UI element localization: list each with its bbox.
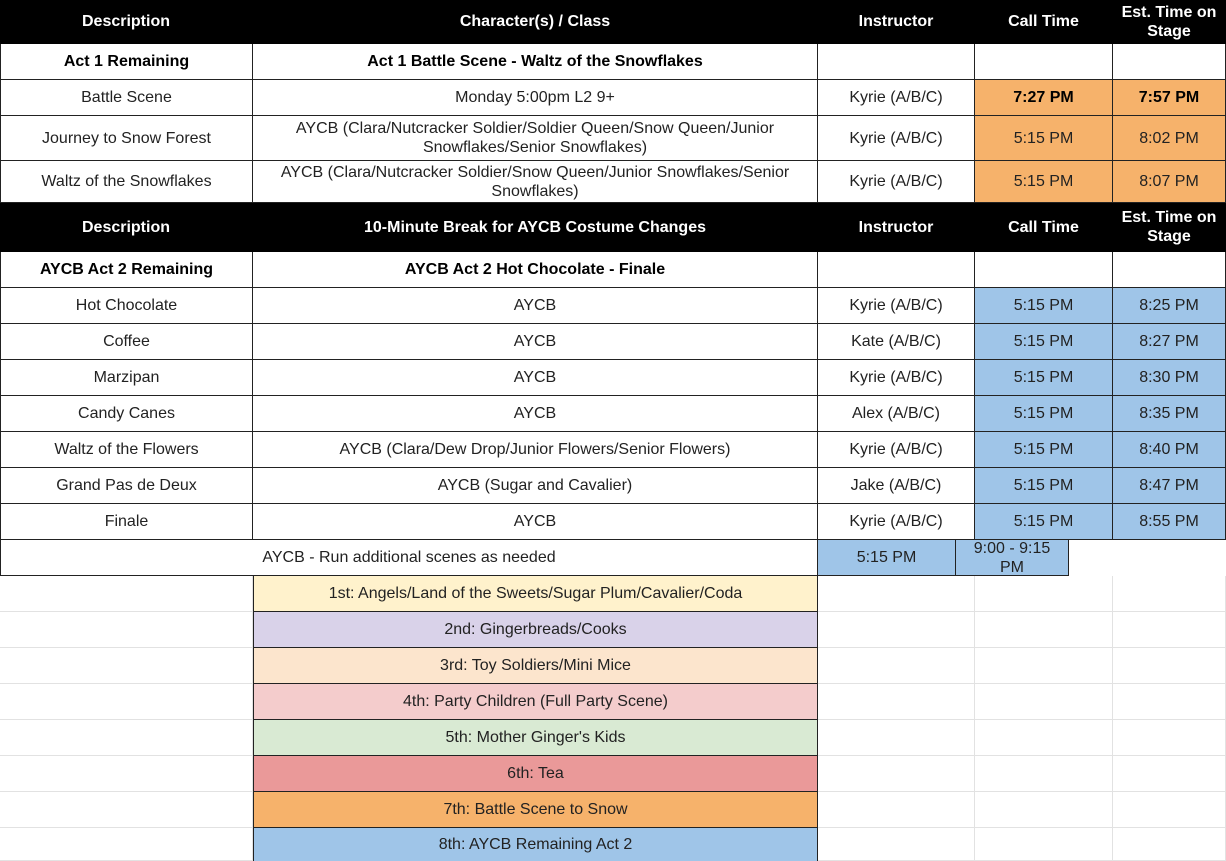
characters-cell[interactable]: AYCB: [253, 504, 818, 540]
instructor-cell[interactable]: Kyrie (A/B/C): [818, 80, 975, 116]
empty-cell[interactable]: [818, 44, 975, 80]
legend-row: [0, 792, 1226, 828]
description-cell[interactable]: Candy Canes: [0, 396, 253, 432]
est-time-cell[interactable]: 8:40 PM: [1113, 432, 1226, 468]
legend-item[interactable]: 3rd: Toy Soldiers/Mini Mice: [253, 648, 818, 684]
empty-cell[interactable]: [975, 684, 1113, 720]
header-instructor[interactable]: Instructor: [818, 0, 975, 44]
description-cell[interactable]: Hot Chocolate: [0, 288, 253, 324]
empty-cell[interactable]: [1113, 44, 1226, 80]
empty-cell[interactable]: [818, 648, 975, 684]
instructor-cell[interactable]: Kate (A/B/C): [818, 324, 975, 360]
call-time-cell[interactable]: 5:15 PM: [975, 161, 1113, 203]
description-cell[interactable]: Waltz of the Flowers: [0, 432, 253, 468]
empty-cell[interactable]: [0, 720, 253, 756]
additional-scenes-cell[interactable]: AYCB - Run additional scenes as needed: [0, 540, 818, 576]
legend-row: [0, 684, 1226, 720]
est-time-cell[interactable]: 7:57 PM: [1113, 80, 1226, 116]
empty-cell[interactable]: [975, 648, 1113, 684]
call-time-cell[interactable]: 5:15 PM: [975, 432, 1113, 468]
section-title[interactable]: Act 1 Battle Scene - Waltz of the Snowflakes: [253, 44, 818, 80]
empty-cell[interactable]: [0, 684, 253, 720]
legend-item[interactable]: 7th: Battle Scene to Snow: [253, 792, 818, 828]
table-row: [0, 161, 1226, 203]
description-cell[interactable]: Grand Pas de Deux: [0, 468, 253, 504]
table-row: [0, 468, 1226, 504]
instructor-cell[interactable]: Alex (A/B/C): [818, 396, 975, 432]
call-time-cell[interactable]: 7:27 PM: [975, 80, 1113, 116]
header-description[interactable]: Description: [0, 203, 253, 252]
est-time-cell[interactable]: 8:35 PM: [1113, 396, 1226, 432]
table-row: [0, 396, 1226, 432]
header-row: [0, 0, 1226, 44]
characters-cell[interactable]: AYCB: [253, 396, 818, 432]
characters-cell[interactable]: AYCB (Clara/Nutcracker Soldier/Soldier Queen/Snow Queen/Junior Snowflakes/Senior Snowflakes): [253, 116, 818, 161]
empty-cell[interactable]: [1113, 720, 1226, 756]
header-break[interactable]: 10-Minute Break for AYCB Costume Changes: [253, 203, 818, 252]
call-time-cell[interactable]: 5:15 PM: [975, 324, 1113, 360]
empty-cell[interactable]: [975, 792, 1113, 828]
instructor-cell[interactable]: Kyrie (A/B/C): [818, 161, 975, 203]
additional-scenes-row: [0, 540, 1226, 576]
empty-cell[interactable]: [818, 720, 975, 756]
est-time-cell[interactable]: 8:25 PM: [1113, 288, 1226, 324]
empty-cell[interactable]: [1113, 576, 1226, 612]
description-cell[interactable]: Waltz of the Snowflakes: [0, 161, 253, 203]
table-row: [0, 504, 1226, 540]
characters-cell[interactable]: AYCB (Clara/Nutcracker Soldier/Snow Queen/Junior Snowflakes/Senior Snowflakes): [253, 161, 818, 203]
legend-item[interactable]: 8th: AYCB Remaining Act 2: [253, 828, 818, 861]
characters-cell[interactable]: AYCB: [253, 288, 818, 324]
header-call-time[interactable]: Call Time: [975, 203, 1113, 252]
empty-cell[interactable]: [0, 648, 253, 684]
empty-cell[interactable]: [818, 576, 975, 612]
section-title[interactable]: AYCB Act 2 Hot Chocolate - Finale: [253, 252, 818, 288]
legend-item[interactable]: 1st: Angels/Land of the Sweets/Sugar Plum/Cavalier/Coda: [253, 576, 818, 612]
empty-cell[interactable]: [975, 756, 1113, 792]
call-time-cell[interactable]: 5:15 PM: [975, 288, 1113, 324]
empty-cell[interactable]: [975, 576, 1113, 612]
empty-cell[interactable]: [975, 828, 1113, 861]
description-cell[interactable]: Journey to Snow Forest: [0, 116, 253, 161]
legend-row: [0, 648, 1226, 684]
empty-cell[interactable]: [1113, 612, 1226, 648]
empty-cell[interactable]: [818, 828, 975, 861]
description-cell[interactable]: Battle Scene: [0, 80, 253, 116]
instructor-cell[interactable]: Kyrie (A/B/C): [818, 116, 975, 161]
header-est-time[interactable]: Est. Time on Stage: [1113, 0, 1226, 44]
empty-cell[interactable]: [1113, 684, 1226, 720]
empty-cell[interactable]: [975, 612, 1113, 648]
characters-cell[interactable]: AYCB: [253, 360, 818, 396]
empty-cell[interactable]: [0, 576, 253, 612]
characters-cell[interactable]: AYCB: [253, 324, 818, 360]
section-row-act1: [0, 44, 1226, 80]
call-time-cell[interactable]: 5:15 PM: [975, 396, 1113, 432]
description-cell[interactable]: Finale: [0, 504, 253, 540]
table-row: [0, 324, 1226, 360]
table-row: [0, 80, 1226, 116]
empty-cell[interactable]: [975, 252, 1113, 288]
table-row: [0, 432, 1226, 468]
section-label[interactable]: Act 1 Remaining: [0, 44, 253, 80]
est-time-cell[interactable]: 9:00 - 9:15 PM: [956, 540, 1069, 576]
instructor-cell[interactable]: Kyrie (A/B/C): [818, 360, 975, 396]
table-row: [0, 288, 1226, 324]
empty-cell[interactable]: [818, 792, 975, 828]
empty-cell[interactable]: [0, 792, 253, 828]
header-call-time[interactable]: Call Time: [975, 0, 1113, 44]
est-time-cell[interactable]: 8:30 PM: [1113, 360, 1226, 396]
characters-cell[interactable]: AYCB (Clara/Dew Drop/Junior Flowers/Senior Flowers): [253, 432, 818, 468]
legend-row: [0, 576, 1226, 612]
header-description[interactable]: Description: [0, 0, 253, 44]
header-est-time[interactable]: Est. Time on Stage: [1113, 203, 1226, 252]
empty-cell[interactable]: [1113, 828, 1226, 861]
header-instructor[interactable]: Instructor: [818, 203, 975, 252]
est-time-cell[interactable]: 8:27 PM: [1113, 324, 1226, 360]
legend-item[interactable]: 2nd: Gingerbreads/Cooks: [253, 612, 818, 648]
legend-row: [0, 828, 1226, 861]
call-time-cell[interactable]: 5:15 PM: [975, 116, 1113, 161]
instructor-cell[interactable]: Kyrie (A/B/C): [818, 432, 975, 468]
header-row-break: [0, 203, 1226, 252]
call-time-cell[interactable]: 5:15 PM: [818, 540, 956, 576]
section-label[interactable]: AYCB Act 2 Remaining: [0, 252, 253, 288]
est-time-cell[interactable]: 8:47 PM: [1113, 468, 1226, 504]
legend-row: [0, 612, 1226, 648]
call-time-cell[interactable]: 5:15 PM: [975, 468, 1113, 504]
instructor-cell[interactable]: Jake (A/B/C): [818, 468, 975, 504]
call-time-cell[interactable]: 5:15 PM: [975, 360, 1113, 396]
est-time-cell[interactable]: 8:07 PM: [1113, 161, 1226, 203]
section-row-act2: [0, 252, 1226, 288]
est-time-cell[interactable]: 8:55 PM: [1113, 504, 1226, 540]
empty-cell[interactable]: [0, 828, 253, 861]
table-row: [0, 360, 1226, 396]
est-time-cell[interactable]: 8:02 PM: [1113, 116, 1226, 161]
empty-cell[interactable]: [975, 720, 1113, 756]
empty-cell[interactable]: [975, 44, 1113, 80]
instructor-cell[interactable]: Kyrie (A/B/C): [818, 288, 975, 324]
call-time-cell[interactable]: 5:15 PM: [975, 504, 1113, 540]
legend-row: [0, 720, 1226, 756]
characters-cell[interactable]: AYCB (Sugar and Cavalier): [253, 468, 818, 504]
header-characters[interactable]: Character(s) / Class: [253, 0, 818, 44]
empty-cell[interactable]: [0, 612, 253, 648]
legend-item[interactable]: 4th: Party Children (Full Party Scene): [253, 684, 818, 720]
characters-cell[interactable]: Monday 5:00pm L2 9+: [253, 80, 818, 116]
empty-cell[interactable]: [1113, 648, 1226, 684]
empty-cell[interactable]: [1113, 756, 1226, 792]
description-cell[interactable]: Coffee: [0, 324, 253, 360]
description-cell[interactable]: Marzipan: [0, 360, 253, 396]
empty-cell[interactable]: [1113, 252, 1226, 288]
legend-row: [0, 756, 1226, 792]
legend-item[interactable]: 6th: Tea: [253, 756, 818, 792]
empty-cell[interactable]: [0, 756, 253, 792]
instructor-cell[interactable]: Kyrie (A/B/C): [818, 504, 975, 540]
empty-cell[interactable]: [1113, 792, 1226, 828]
empty-cell[interactable]: [818, 612, 975, 648]
empty-cell[interactable]: [818, 252, 975, 288]
empty-cell[interactable]: [818, 756, 975, 792]
table-row: [0, 116, 1226, 161]
empty-cell[interactable]: [818, 684, 975, 720]
legend-item[interactable]: 5th: Mother Ginger's Kids: [253, 720, 818, 756]
